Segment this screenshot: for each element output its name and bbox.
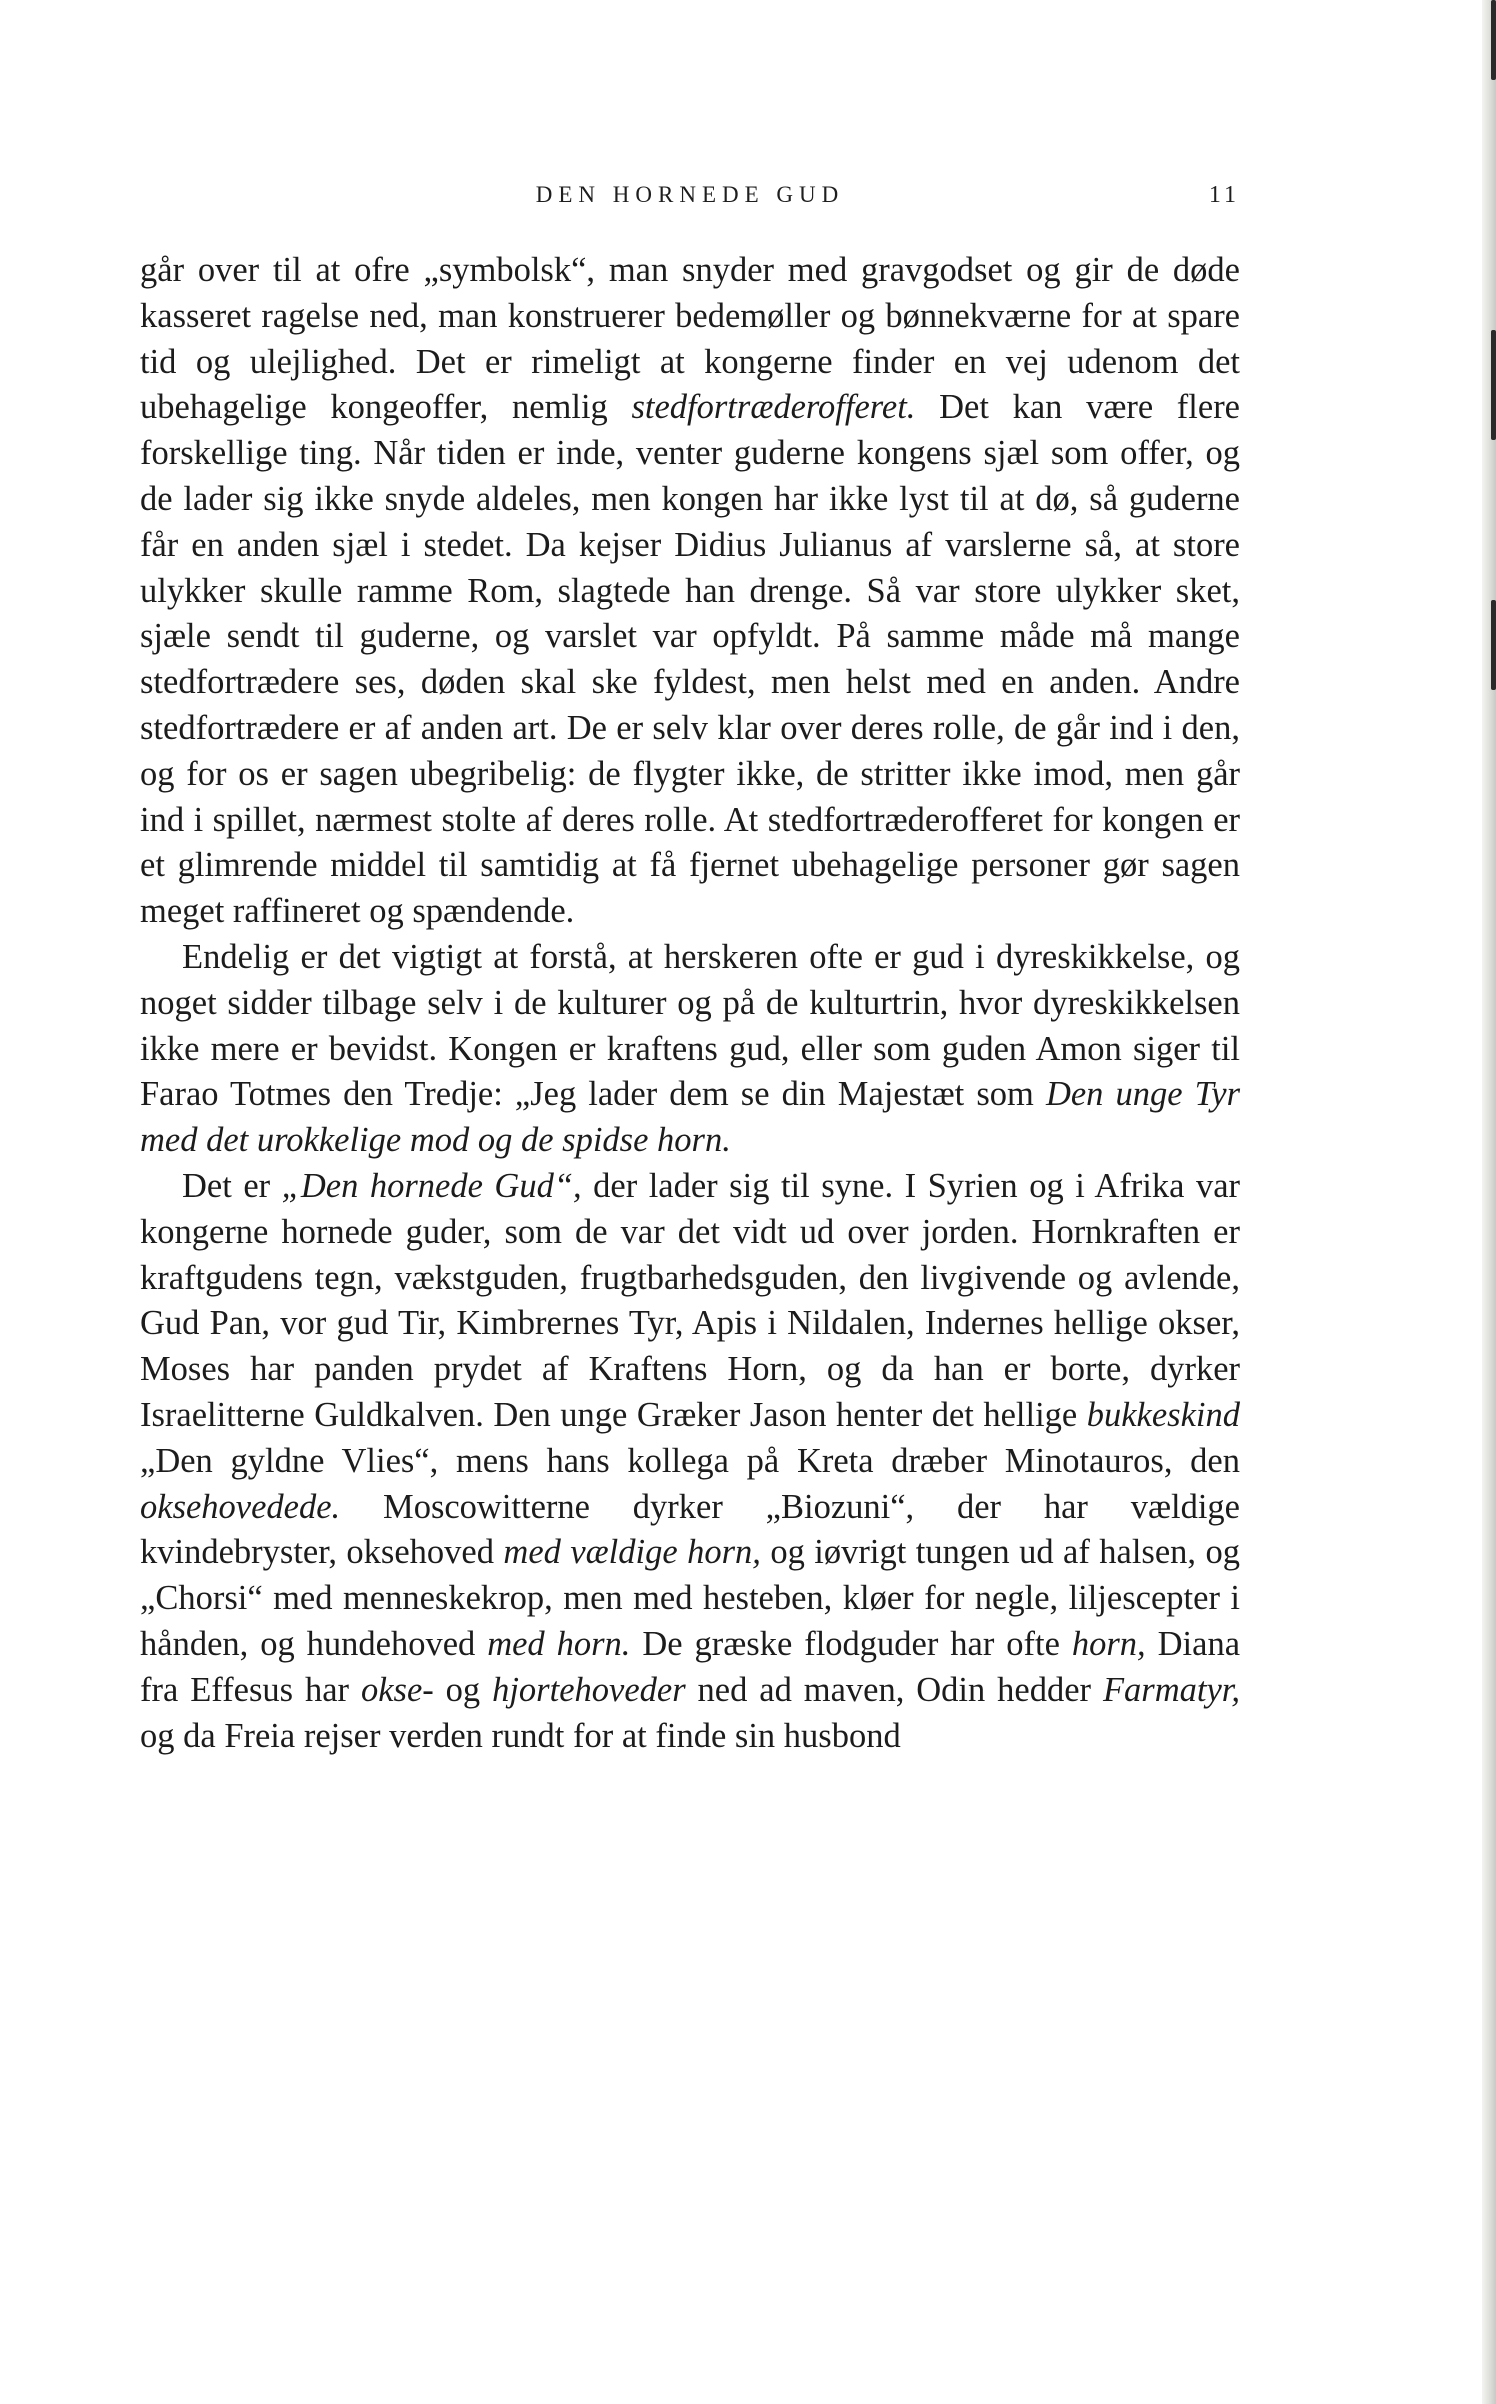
paragraph xyxy=(140,935,1240,1164)
page-edge xyxy=(1482,0,1496,2404)
page-number: 11 xyxy=(1208,182,1240,208)
page-header xyxy=(140,178,1240,218)
paragraph xyxy=(140,1164,1240,1759)
text-run: Diana fra Effesus har xyxy=(140,1624,1241,1709)
edge-shadow xyxy=(1491,600,1496,690)
italic-text: med vældige horn, xyxy=(503,1533,761,1572)
italic-text: okse- xyxy=(360,1670,434,1709)
italic-text: oksehovedede. xyxy=(140,1487,341,1526)
italic-text: stedfortræderofferet. xyxy=(631,388,916,427)
edge-shadow xyxy=(1491,0,1496,80)
italic-text: horn, xyxy=(1071,1624,1146,1663)
text-run: Moscowitterne dyrker „Biozuni“, der har vældige kvindebryster, oksehoved xyxy=(140,1487,1240,1572)
italic-text: Den unge Tyr med det urokkelige mod og de spidse horn. xyxy=(140,1075,1240,1160)
running-head: DEN HORNEDE GUD xyxy=(535,182,845,207)
italic-text: hjortehoveder xyxy=(492,1670,686,1709)
paragraph xyxy=(140,248,1240,935)
text-run: og iøvrigt tungen ud af halsen, og „Chorsi“ med menneskekrop, men med hesteben, kløer for negle, liljescepter i hånden, og hundehoved xyxy=(140,1533,1240,1663)
body-text xyxy=(140,248,1240,1759)
text-run: ned ad maven, Odin hedder xyxy=(685,1670,1103,1709)
text-run: der lader sig til syne. I Syrien og i Afrika var kongerne hornede guder, som de var det vidt ud over jorden. Hornkraften er kraftgudens tegn, vækstguden, frugtbarhedsguden, den livgivende og avlende, Gud Pan, vor gud Tir, Kimbrernes Tyr, Apis i Nildalen, Indernes hellige okser, Moses har panden prydet af Kraftens Horn, og da han er borte, dyrker Israelitterne Guldkalven. Den unge Græker Jason henter det hellige xyxy=(140,1166,1241,1434)
text-run: og xyxy=(433,1670,493,1709)
text-run: De græske flodguder har ofte xyxy=(630,1624,1072,1663)
text-run: Det er xyxy=(182,1166,282,1205)
italic-text: med horn. xyxy=(487,1624,631,1663)
text-run: „Den gyldne Vlies“, mens hans kollega på Kreta dræber Minotauros, den xyxy=(140,1441,1240,1480)
italic-text: Farmatyr, xyxy=(1102,1670,1241,1709)
edge-shadow xyxy=(1491,330,1496,440)
text-run: og da Freia rejser verden rundt for at finde sin husbond xyxy=(140,1716,901,1755)
text-run: Det kan være flere forskellige ting. Når tiden er inde, venter guderne kongens sjæl som offer, og de lader sig ikke snyde aldeles, men kongen har ikke lyst til at dø, så guderne får en anden sjæl i stedet. Da kejser Didius Julianus af varslerne så, at store ulykker skulle ramme Rom, slagtede han drenge. Så var store ulykker sket, sjæle sendt til guderne, og varslet var opfyldt. På samme måde må mange stedfortrædere ses, døden skal ske fyldest, men helst med en anden. Andre stedfortrædere er af anden art. De er selv klar over deres rolle, de går ind i den, og for os er sagen ubegribelig: de flygter ikke, de stritter ikke imod, men går ind i spillet, nærmest stolte af deres rolle. At stedfortræderofferet for kongen er et glimrende middel til samtidig at få fjernet ubehagelige personer gør sagen meget raffineret og spændende. xyxy=(140,388,1240,931)
text-run: Endelig er det vigtigt at forstå, at herskeren ofte er gud i dyreskikkelse, og noget sidder tilbage selv i de kulturer og på de kulturtrin, hvor dyreskikkelsen ikke mere er bevidst. Kongen er kraftens gud, eller som guden Amon siger til Farao Totmes den Tredje: „Jeg lader dem se din Majestæt som xyxy=(140,937,1240,1114)
italic-text: bukkeskind xyxy=(1086,1395,1240,1434)
italic-text: „Den hornede Gud“, xyxy=(281,1166,582,1205)
text-run: går over til at ofre „symbolsk“, man snyder med gravgodset og gir de døde kasseret ragelse ned, man konstruerer bedemøller og bønnekværne for at spare tid og ulejlighed. Det er rimeligt at kongerne finder en vej udenom det ubehagelige kongeoffer, nemlig xyxy=(140,251,1240,427)
